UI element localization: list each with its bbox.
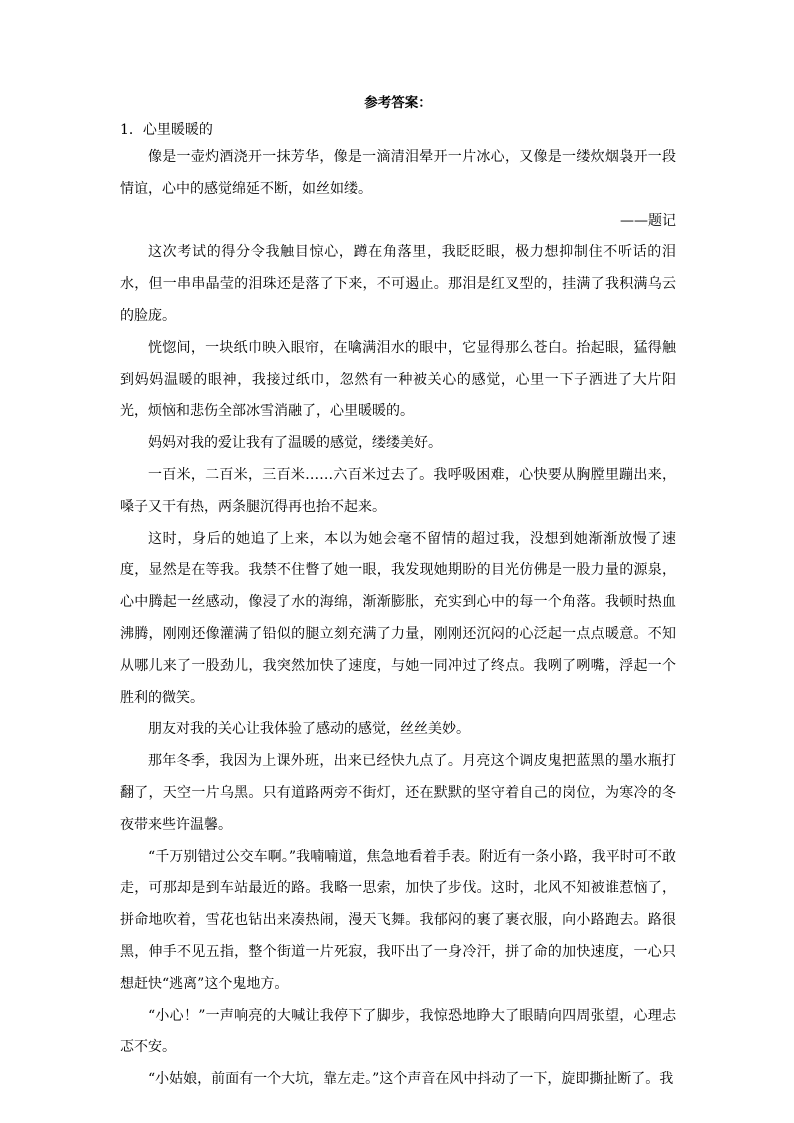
essay-title: 心里暖暖的: [142, 122, 213, 138]
paragraph: 那年冬季，我因为上课外班，出来已经快九点了。月亮这个调皮鬼把蓝黑的墨水瓶打翻了，天空一片乌黑。只有道路两旁不街灯，还在默默的坚守着自己的岗位，为寒冷的冬夜带来些许温馨。: [120, 753, 676, 833]
question-line: [120, 120, 676, 140]
paragraph: “千万别错过公交车啊。”我喃喃道，焦急地看着手表。附近有一条小路，我平时可不敢走，可那却是到车站最近的路。我略一思索，加快了步伐。这时，北风不知被谁惹恼了，拼命地吹着，雪花也钻出来凑热闹，漫天飞舞。我郁闷的裹了裹衣服，向小路跑去。路很黑，伸手不见五指，整个街道一片死寂，我吓出了一身冷汗，拼了命的加快速度，一心只想赶快“逃离”这个鬼地方。: [120, 848, 676, 992]
paragraph: “小心！”一声响亮的大喊让我停下了脚步，我惊恐地睁大了眼睛向四周张望，心理忐忑不安。: [120, 1007, 676, 1056]
signature: ——题记: [620, 212, 676, 229]
paragraph: 妈妈对我的爱让我有了温暖的感觉，缕缕美好。: [148, 435, 442, 452]
paragraph: 这时，身后的她追了上来，本以为她会毫不留情的超过我，没想到她渐渐放慢了速度，显然是在等我。我禁不住瞥了她一眼，我发现她期盼的目光仿佛是一股力量的源泉，心中腾起一丝感动，像浸了水的海绵，渐渐膨胀，充实到心中的每一个角落。我顿时热血沸腾，刚刚还像灌满了铅似的腿立刻充满了力量，刚刚还沉闷的心泛起一点点暖意。不知从哪儿来了一股劲儿，我突然加快了速度，与她一同冲过了终点。我咧了咧嘴，浮起一个胜利的微笑。: [120, 530, 676, 706]
paragraph: 这次考试的得分令我触目惊心，蹲在角落里，我眨眨眼，极力想抑制住不听话的泪水，但一串串晶莹的泪珠还是落了下来，不可遏止。那泪是红叉型的，挂满了我积满乌云的脸庞。: [120, 244, 676, 324]
question-number: 1．: [120, 122, 143, 138]
paragraph: 朋友对我的关心让我体验了感动的感觉，丝丝美妙。: [148, 721, 470, 738]
paragraph: 恍惚间，一块纸巾映入眼帘，在噙满泪水的眼中，它显得那么苍白。抬起眼，猛得触到妈妈温暖的眼神，我接过纸巾，忽然有一种被关心的感觉，心里一下子洒进了大片阳光，烦恼和悲伤全部冰雪消融了，心里暖暖的。: [120, 339, 676, 420]
paragraph: 一百米，二百米，三百米……六百米过去了。我呼吸困难，心快要从胸膛里蹦出来，嗓子又干有热，两条腿沉得再也抬不起来。: [120, 466, 676, 515]
paragraph: “小姑娘，前面有一个大坑，靠左走。”这个声音在风中抖动了一下，旋即撕扯断了。我: [148, 1071, 674, 1088]
paragraph: 像是一壶灼酒浇开一抹芳华，像是一滴清泪晕开一片冰心，又像是一缕炊烟袅开一段情谊，心中的感觉绵延不断，如丝如缕。: [120, 149, 676, 197]
answer-heading: 参考答案：: [364, 95, 432, 111]
